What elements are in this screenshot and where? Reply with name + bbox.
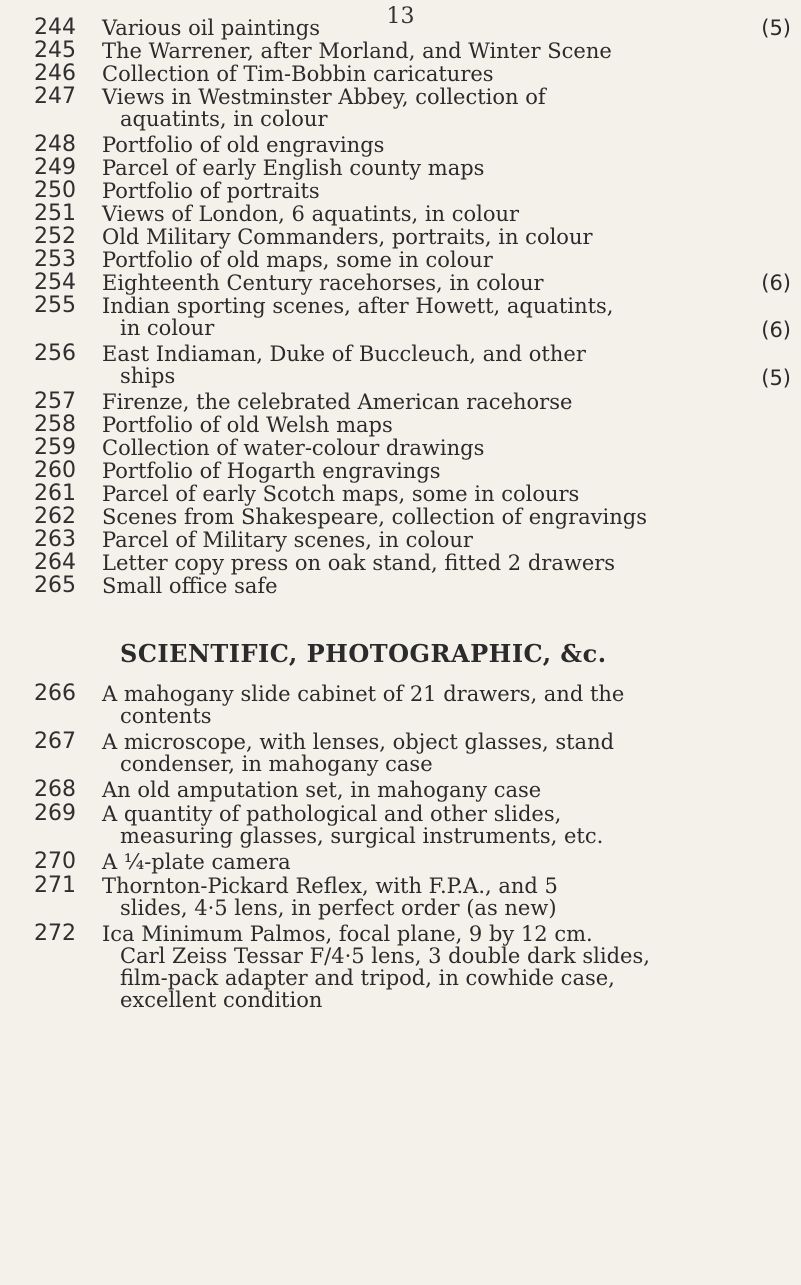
lot-description: A ¼-plate camera xyxy=(102,850,291,874)
lot-number: 260 xyxy=(34,458,76,483)
lot-description: Parcel of early Scotch maps, some in colours xyxy=(102,482,580,506)
lot-number: 258 xyxy=(34,412,76,437)
lot-description: Portfolio of old Welsh maps xyxy=(102,413,393,437)
lot-description: Indian sporting scenes, after Howett, aquatints, in colour xyxy=(102,294,614,340)
lot-description: Views in Westminster Abbey, collection of aquatints, in colour xyxy=(102,85,546,131)
lot-number: 267 xyxy=(34,729,76,754)
lot-number: 247 xyxy=(34,84,76,109)
lot-number: 248 xyxy=(34,132,76,157)
lot-number: 269 xyxy=(34,801,76,826)
lot-number: 265 xyxy=(34,573,76,598)
lot-number: 254 xyxy=(34,270,76,295)
lot-description: Collection of water-colour drawings xyxy=(102,436,485,460)
lot-description: Ica Minimum Palmos, focal plane, 9 by 12 cm. Carl Zeiss Tessar F/4·5 lens, 3 double dark slides, film-pack adapter and tripod, in cowhide case, excellent condition xyxy=(102,922,650,1012)
lot-description: Parcel of early English county maps xyxy=(102,156,485,180)
lot-number: 251 xyxy=(34,201,76,226)
lot-number: 250 xyxy=(34,178,76,203)
lot-description: Portfolio of old engravings xyxy=(102,133,385,157)
lot-quantity: (6) xyxy=(761,271,791,295)
lot-description: Portfolio of old maps, some in colour xyxy=(102,248,493,272)
lot-number: 257 xyxy=(34,389,76,414)
lot-number: 268 xyxy=(34,777,76,802)
lot-quantity: (5) xyxy=(761,366,791,390)
lot-number: 259 xyxy=(34,435,76,460)
lot-description: A quantity of pathological and other slides, measuring glasses, surgical instruments, etc. xyxy=(102,802,604,848)
lot-number: 261 xyxy=(34,481,76,506)
lot-description: Portfolio of Hogarth engravings xyxy=(102,459,441,483)
lot-description: A microscope, with lenses, object glasses, stand condenser, in mahogany case xyxy=(102,730,615,776)
section-heading: SCIENTIFIC, PHOTOGRAPHIC, &c. xyxy=(120,639,607,668)
lot-number: 266 xyxy=(34,681,76,706)
lot-description: Letter copy press on oak stand, fitted 2 drawers xyxy=(102,551,616,575)
lot-number: 246 xyxy=(34,61,76,86)
lot-description: Scenes from Shakespeare, collection of engravings xyxy=(102,505,647,529)
lot-description: Parcel of Military scenes, in colour xyxy=(102,528,473,552)
lot-description: East Indiaman, Duke of Buccleuch, and other ships xyxy=(102,342,586,388)
lot-number: 256 xyxy=(34,341,76,366)
lot-number: 253 xyxy=(34,247,76,272)
lot-description: A mahogany slide cabinet of 21 drawers, and the contents xyxy=(102,682,625,728)
lot-description: Various oil paintings xyxy=(102,16,320,40)
lot-description: An old amputation set, in mahogany case xyxy=(102,778,542,802)
lot-number: 252 xyxy=(34,224,76,249)
lot-number: 255 xyxy=(34,293,76,318)
lot-quantity: (5) xyxy=(761,16,791,40)
lot-number: 245 xyxy=(34,38,76,63)
lot-description: Firenze, the celebrated American racehorse xyxy=(102,390,573,414)
lot-number: 270 xyxy=(34,849,76,874)
lot-number: 263 xyxy=(34,527,76,552)
lot-number: 249 xyxy=(34,155,76,180)
lot-description: Views of London, 6 aquatints, in colour xyxy=(102,202,520,226)
lot-description: Eighteenth Century racehorses, in colour xyxy=(102,271,544,295)
lot-description: Collection of Tim-Bobbin caricatures xyxy=(102,62,494,86)
lot-number: 271 xyxy=(34,873,76,898)
lot-quantity: (6) xyxy=(761,318,791,342)
lot-number: 272 xyxy=(34,921,76,946)
page-number: 13 xyxy=(386,4,415,29)
lot-description: Old Military Commanders, portraits, in colour xyxy=(102,225,593,249)
lot-description: Portfolio of portraits xyxy=(102,179,320,203)
lot-number: 264 xyxy=(34,550,76,575)
lot-description: The Warrener, after Morland, and Winter Scene xyxy=(102,39,612,63)
lot-number: 244 xyxy=(34,15,76,40)
lot-number: 262 xyxy=(34,504,76,529)
lot-description: Small office safe xyxy=(102,574,278,598)
lot-description: Thornton-Pickard Reflex, with F.P.A., and 5 slides, 4·5 lens, in perfect order (as new) xyxy=(102,874,558,920)
